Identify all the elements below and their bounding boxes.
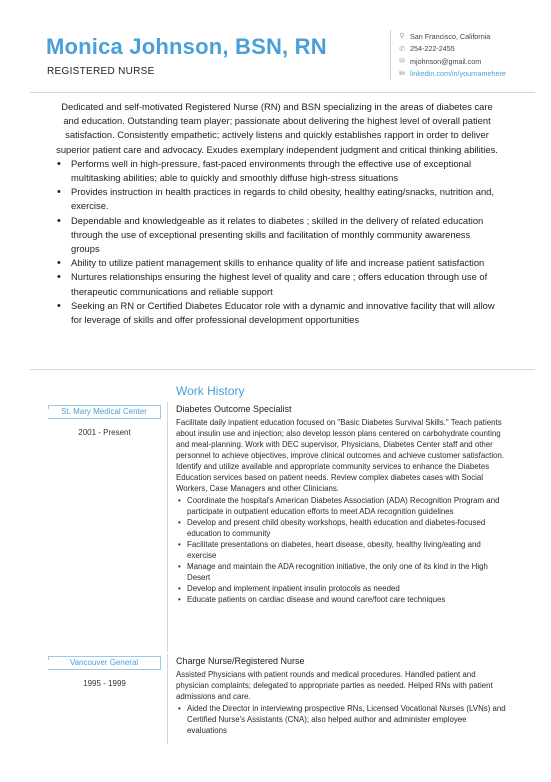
summary-bullet: • Performs well in high-pressure, fast-paced environments through the effective use of exceptional multitasking abilities; able to quickly and smoothly diffuse high-stress situations — [56, 157, 498, 185]
job-bullets — [176, 495, 506, 605]
job-entry — [176, 656, 506, 736]
professional-summary — [56, 100, 498, 327]
job-position: Diabetes Outcome Specialist — [176, 404, 292, 414]
employer-tag: Vancouver General — [48, 656, 161, 670]
summary-bullet: • Seeking an RN or Certified Diabetes Educator role with a dynamic and innovative facility that will allow for leverage of skills and offer professional development opportunities — [56, 299, 498, 327]
work-history-heading: Work History — [176, 384, 245, 398]
summary-bullet: • Nurtures relationships ensuring the highest level of quality and care ; offers education through use of therapeutic communications and reliable support — [56, 270, 498, 298]
job-dates: 1995 - 1999 — [83, 679, 126, 688]
job-bullets — [176, 703, 506, 736]
job-title: REGISTERED NURSE — [47, 66, 155, 77]
job-bullet: • Aided the Director in interviewing prospective RNs, Licensed Vocational Nurses (LVNs) and Certified Nurse's Assistants (CNA); also helped author and administer employee evaluations — [176, 703, 506, 736]
summary-bullets — [56, 157, 498, 327]
summary-bullet: • Provides instruction in health practices in regards to child obesity, healthy eating/snacks, nutrition and, exercise. — [56, 185, 498, 213]
job-dates: 2001 - Present — [78, 428, 131, 437]
job-position: Charge Nurse/Registered Nurse — [176, 656, 305, 666]
email-icon: ✉ — [399, 58, 405, 66]
job-bullet: • Coordinate the hospital's American Diabetes Association (ADA) Recognition Program and participate in outpatient education efforts to meet ADA recognition guidelines — [176, 495, 506, 517]
header-divider — [30, 92, 535, 93]
section-divider — [30, 369, 535, 370]
timeline-line — [167, 402, 168, 652]
employer-tag: St. Mary Medical Center — [48, 405, 161, 419]
contact-location: ⚲ San Francisco, California — [397, 30, 540, 43]
job-description: Facilitate daily inpatient education focused on "Basic Diabetes Survival Skills." Teach patients about insulin use and injection; also develop lesson plans centered on carbohydrate counting and meal-planning. Work with DEC supervisor, Physicians, Diabetes Center staff and other personnel to achieve objectives, improve clinical outcomes and achieve customer satisfaction. Identify and utilize available and appropriate community services to enhance the Diabetes Education services based on patient needs. Review complex diabetes cases with Social Workers, Case Managers and other Clinicians. — [176, 418, 505, 493]
contact-block — [390, 30, 540, 80]
candidate-name: Monica Johnson, BSN, RN — [46, 34, 327, 59]
contact-email[interactable]: ✉ mjohnson@gmail.com — [397, 55, 540, 68]
job-bullet: • Facilitate presentations on diabetes, heart disease, obesity, healthy living/eating and exercise — [176, 539, 506, 561]
summary-bullet: • Ability to utilize patient management skills to enhance quality of life and increase patient satisfaction — [56, 256, 498, 270]
summary-intro: Dedicated and self-motivated Registered Nurse (RN) and BSN specializing in the areas of diabetes care and education. Outstanding team player; passionate about delivering the highest level of overall patient satisfaction. Consistently empathetic; actively listens and quickly establishes rapport in order to deliver superior patient care and advocacy. Exudes exemplary independent judgment and critical thinking abilities. — [56, 101, 498, 155]
job-entry — [176, 404, 506, 605]
job-bullet: • Manage and maintain the ADA recognition initiative, the only one of its kind in the High Desert — [176, 561, 506, 583]
summary-bullet: • Dependable and knowledgeable as it relates to diabetes ; skilled in the delivery of related education through the use of exceptional presenting skills and facilitation of monthly community awareness groups — [56, 214, 498, 257]
contact-phone: ✆ 254-222-2455 — [397, 43, 540, 56]
job-bullet: • Develop and present child obesity workshops, health education and diabetes-focused education to community — [176, 517, 506, 539]
location-icon: ⚲ — [399, 33, 405, 41]
job-bullet: • Develop and implement inpatient insulin protocols as needed — [176, 583, 506, 594]
linkedin-icon: in — [399, 70, 405, 78]
phone-icon: ✆ — [399, 45, 405, 53]
job-bullet: • Educate patients on cardiac disease and wound care/foot care techniques — [176, 594, 506, 605]
job-description: Assisted Physicians with patient rounds and medical procedures. Handled patient and physician complaints; delegated to appropriate parties as needed. Helped RNs with patient admissions and care. — [176, 670, 493, 701]
timeline-line — [167, 654, 168, 744]
contact-linkedin[interactable]: in linkedin.com/in/yournamehere — [397, 68, 540, 81]
